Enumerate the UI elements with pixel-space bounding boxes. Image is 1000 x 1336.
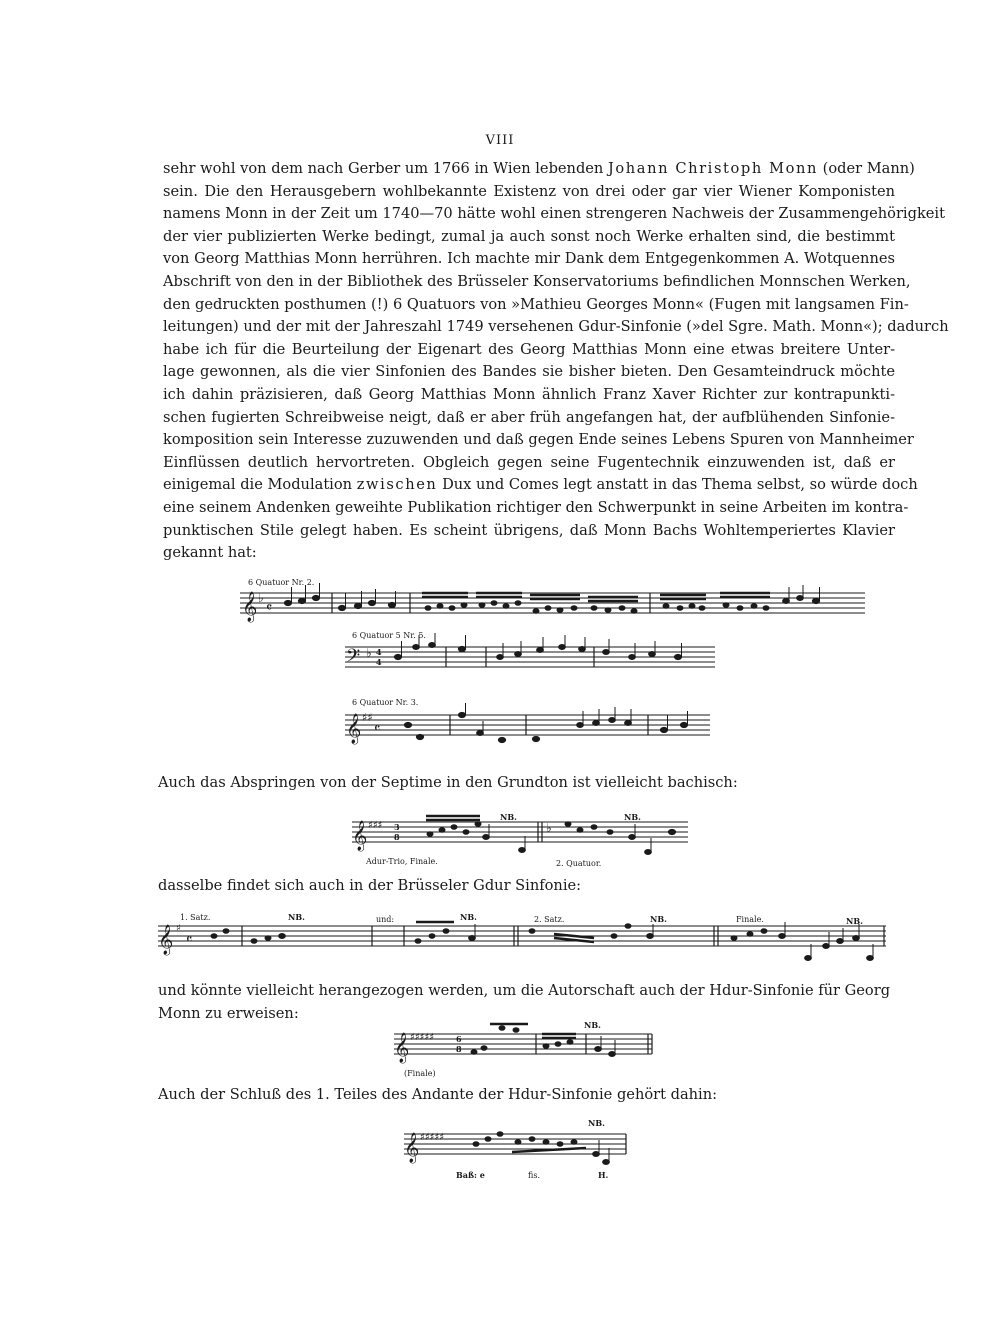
time-signature: 6 [456,1034,462,1044]
text-line: ich dahin präzisieren, daß Georg Matthias Monn ähnlich Franz Xaver Richter zur kontrapunkti- [163,385,895,403]
main-paragraph [163,158,949,565]
flat-icon: ♭ [258,591,264,605]
music-example-2 [338,808,718,874]
text-line: von Georg Matthias Monn herrühren. Ich machte mir Dank dem Entgegenkommen A. Wotquennes [163,250,895,268]
music-example-1 [240,575,890,785]
caption: Auch das Abspringen von der Septime in den Grundton ist vielleicht bachisch: [158,774,738,791]
flat-icon: ♭ [366,646,372,660]
example-label: Finale. [736,915,764,924]
treble-clef-icon: 𝄞 [352,821,368,851]
beamed-runs [422,585,820,613]
page-number: VIII [485,133,515,148]
sharp-icon: ♯♯♯♯♯ [410,1032,435,1043]
staff [352,822,688,842]
notes [518,924,718,946]
sharp-icon: ♯♯ [362,711,373,724]
sharp-icon: ♯♯♯ [368,820,383,831]
nb-marker: NB. [584,1020,601,1030]
bass-clef-icon: 𝄢 [346,646,361,671]
text-line: leitungen) und der mit der Jahreszahl 1749 versehenen Gdur-Sinfonie (»del Sgre. Math. Monn«); dadurch [163,318,949,336]
treble-clef-icon: 𝄞 [394,1033,410,1063]
example-label: Adur-Trio, Finale. [366,857,438,866]
example-label: 6 Quatuor 5 Nr. 5. [352,631,426,640]
text-line: gekannt hat: [163,544,257,562]
notes [473,1132,626,1165]
spaced-name: Johann Christoph Monn [607,160,818,177]
spaced-word: zwischen [356,476,438,494]
bass-label: Baß: e [456,1170,485,1180]
example-label: und: [376,915,395,924]
text-line: sein. Die den Herausgebern wohlbekannte Existenz von drei oder gar vier Wiener Komponisten [163,182,895,200]
text-line: der vier publizierten Werke bedingt, zumal ja auch sonst noch Werke erhalten sind, die bestimmt [163,227,895,245]
text-line: sehr wohl von dem nach Gerber um 1766 in Wien lebenden Johann Christoph Monn (oder Mann) [163,160,915,177]
text-line: einigemal die Modulation zwischen Dux und Comes legt anstatt in das Thema selbst, so würde doch [163,476,918,494]
music-example-3 [154,910,894,970]
text-line: den gedruckten posthumen (!) 6 Quatuors von »Mathieu Georges Monn« (Fugen mit langsamen Fin- [163,295,909,313]
nb-marker: NB. [650,914,667,924]
notes [404,703,687,743]
caption: Auch der Schluß des 1. Teiles des Andante der Hdur-Sinfonie gehört dahin: [158,1086,718,1103]
example-label: 1. Satz. [180,913,211,922]
nb-marker: NB. [500,812,517,822]
nb-marker: NB. [288,912,305,922]
example-label: 6 Quatuor Nr. 3. [352,698,419,707]
treble-clef-icon: 𝄞 [158,925,174,955]
example-label: 2. Quatuor. [556,859,602,868]
time-signature: 4 [376,657,382,667]
staff [345,715,710,735]
text-line: und könnte vielleicht herangezogen werden, um die Autorschaft auch der Hdur-Sinfonie für Georg [158,982,891,999]
example-label: 2. Satz. [534,915,565,924]
music-example-5 [400,1118,640,1182]
nb-marker: NB. [588,1118,605,1128]
caption: dasselbe findet sich auch in der Brüsseler Gdur Sinfonie: [158,877,582,894]
text-line: habe ich für die Beurteilung der Eigenart des Georg Matthias Monn eine etwas breitere Unter- [163,340,895,358]
text-line: Einflüssen deutlich hervortreten. Obgleich gegen seine Fugentechnik einzuwenden ist, daß er [163,453,895,471]
example-label: 6 Quatuor Nr. 2. [248,578,315,587]
text-line: punktischen Stile gelegt haben. Es scheint übrigens, daß Monn Bachs Wohltemperiertes Klavier [163,521,895,539]
time-signature: 3 [394,822,400,832]
nb-marker: NB. [460,912,477,922]
time-signature: 8 [394,832,400,842]
notes [471,1020,652,1057]
flat-icon: ♭ [546,821,552,835]
common-time-icon: 𝄴 [374,721,381,737]
common-time-icon: 𝄴 [266,600,273,616]
common-time-icon: 𝄴 [186,932,193,948]
time-signature: 8 [456,1044,462,1054]
treble-clef-icon: 𝄞 [242,592,258,622]
text-line: schen fugierten Schreibweise neigt, daß er aber früh angefangen hat, der aufblühenden Sinfonie- [163,408,895,426]
text-line: namens Monn in der Zeit um 1740—70 hätte wohl einen strengeren Nachweis der Zusammengehörigkeit [163,205,945,223]
nb-marker: NB. [624,812,641,822]
sharp-icon: ♯ [176,923,181,934]
bass-label: fis. [528,1171,540,1180]
text-line: eine seinem Andenken geweihte Publikation richtiger den Schwerpunkt in seine Arbeiten im kontra- [163,498,909,516]
example-label: (Finale) [404,1069,436,1078]
music-example-4 [390,1018,670,1080]
sharp-icon: ♯♯♯♯♯ [420,1132,445,1143]
treble-clef-icon: 𝄞 [404,1133,420,1163]
text-line: komposition sein Interesse zuzuwenden und daß gegen Ende seines Lebens Spuren von Mannheimer [163,431,914,449]
text-line: Abschrift von den in der Bibliothek des Brüsseler Konservatoriums befindlichen Monnschen Werken, [163,272,911,290]
time-signature: 4 [376,647,382,657]
treble-clef-icon: 𝄞 [346,714,362,744]
text-line: Monn zu erweisen: [158,1004,299,1022]
text-line: lage gewonnen, als die vier Sinfonien des Bandes sie bisher bieten. Den Gesamteindruck möchte [163,363,895,381]
nb-marker: NB. [846,916,863,926]
bass-label: H. [598,1170,609,1180]
